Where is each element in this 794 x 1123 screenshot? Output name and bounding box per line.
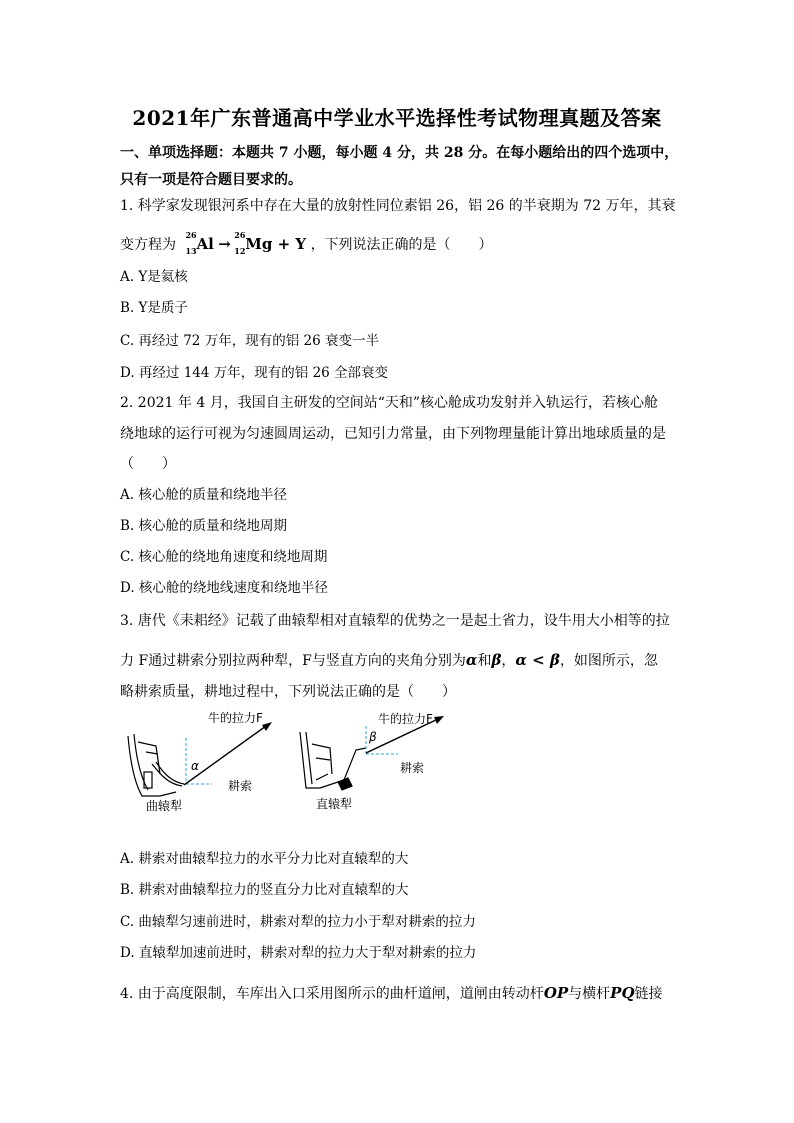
- straight-plow-drawing: [300, 732, 366, 790]
- section-heading: 一、单项选择题：本题共 7 小题，每小题 4 分，共 28 分。在每小题给出的四个选项中，只有一项是符合题目要求的。: [120, 145, 679, 188]
- q1-option-b: B. Y是质子: [120, 300, 188, 316]
- q1-option-a: A. Y是氦核: [120, 269, 188, 285]
- q2-option-a: A. 核心舱的质量和绕地半径: [120, 487, 287, 503]
- q1-text-line2: [120, 230, 690, 256]
- q4-text-line1: [120, 984, 690, 1003]
- mg-mass-number: 26: [234, 230, 246, 240]
- q3-option-d: D. 直辕犁加速前进时，耕索对犁的拉力大于犁对耕索的拉力: [120, 945, 477, 961]
- q4-middle: 与横杆: [568, 986, 611, 1002]
- q1-question: ，下列说法正确的是（ ）: [310, 237, 493, 253]
- right-caption: 直辕犁: [316, 797, 353, 811]
- q1-option-c: C. 再经过 72 万年，现有的铝 26 衰变一半: [120, 333, 379, 349]
- q2-text-line2: 绕地球的运行可视为匀速圆周运动，已知引力常量，由下列物理量能计算出地球质量的是: [120, 426, 666, 442]
- pq-symbol: PQ: [610, 984, 635, 1002]
- q2-option-d: D. 核心舱的绕地线速度和绕地半径: [120, 580, 328, 596]
- left-force-arrow: [184, 726, 266, 785]
- left-angle-label: α: [191, 759, 199, 773]
- al-mass-number: 26: [185, 230, 197, 240]
- comma-text: ，: [501, 653, 516, 669]
- q3-text-line2: [120, 651, 690, 670]
- q1-text-line1: 1. 科学家发现银河系中存在大量的放射性同位素铝 26，铝 26 的半衰期为 72 万年，其衰: [120, 198, 676, 214]
- right-force-label: 牛的拉力F: [378, 712, 433, 726]
- inequality: α < β: [515, 651, 560, 669]
- q2-text-line3: （ ）: [120, 456, 176, 472]
- op-symbol: OP: [543, 984, 569, 1002]
- decay-equation: [185, 230, 310, 256]
- q2-option-b: B. 核心舱的质量和绕地周期: [120, 518, 288, 534]
- alpha-symbol: α: [465, 651, 478, 669]
- left-force-label: 牛的拉力F: [208, 711, 263, 725]
- q3-option-a: A. 耕索对曲辕犁拉力的水平分力比对直辕犁的大: [120, 851, 409, 867]
- q1-equation-intro: 变方程为: [120, 237, 176, 253]
- left-caption: 曲辕犁: [146, 799, 183, 813]
- left-arrowhead: [262, 722, 272, 731]
- right-arrowhead: [434, 716, 444, 724]
- q2-option-c: C. 核心舱的绕地角速度和绕地周期: [120, 549, 328, 565]
- al-symbol: Al: [196, 235, 214, 253]
- q1-option-d: D. 再经过 144 万年，现有的铝 26 全部衰变: [120, 365, 389, 381]
- right-angle-label: β: [369, 730, 377, 744]
- al-charge-number: 13: [185, 246, 197, 256]
- and-text: 和: [477, 653, 492, 669]
- curved-plow-drawing: [128, 734, 184, 796]
- left-rope-label: 耕索: [228, 779, 253, 793]
- mg-symbol: Mg + Y: [245, 235, 307, 253]
- arrow: →: [218, 235, 231, 253]
- q3-text-line3: 略耕索质量，耕地过程中，下列说法正确的是（ ）: [120, 684, 456, 700]
- page-title: 2021年广东普通高中学业水平选择性考试物理真题及答案: [132, 106, 662, 130]
- beta-symbol: β: [491, 651, 502, 669]
- q3-line2-start: 力 F通过耕索分别拉两种犁，F与竖直方向的夹角分别为: [120, 653, 466, 669]
- q4-start: 4. 由于高度限制，车库出入口采用图所示的曲杆道闸，道闸由转动杆: [120, 986, 544, 1002]
- q3-text-line1: 3. 唐代《耒耜经》记载了曲辕犁相对直辕犁的优势之一是起土省力，设牛用大小相等的拉: [120, 613, 670, 629]
- plow-figure: [116, 704, 446, 814]
- q3-option-c: C. 曲辕犁匀速前进时，耕索对犁的拉力小于犁对耕索的拉力: [120, 914, 476, 930]
- q2-text-line1: 2. 2021 年 4 月，我国自主研发的空间站“天和”核心舱成功发射并入轨运行，若核心舱: [120, 395, 659, 411]
- q3-option-b: B. 耕索对曲辕犁拉力的竖直分力比对直辕犁的大: [120, 882, 409, 898]
- q3-line2-end: ，如图所示，忽: [559, 653, 658, 669]
- right-rope-label: 耕索: [400, 761, 425, 775]
- q4-end: 链接: [634, 986, 663, 1002]
- mg-charge-number: 12: [234, 246, 246, 256]
